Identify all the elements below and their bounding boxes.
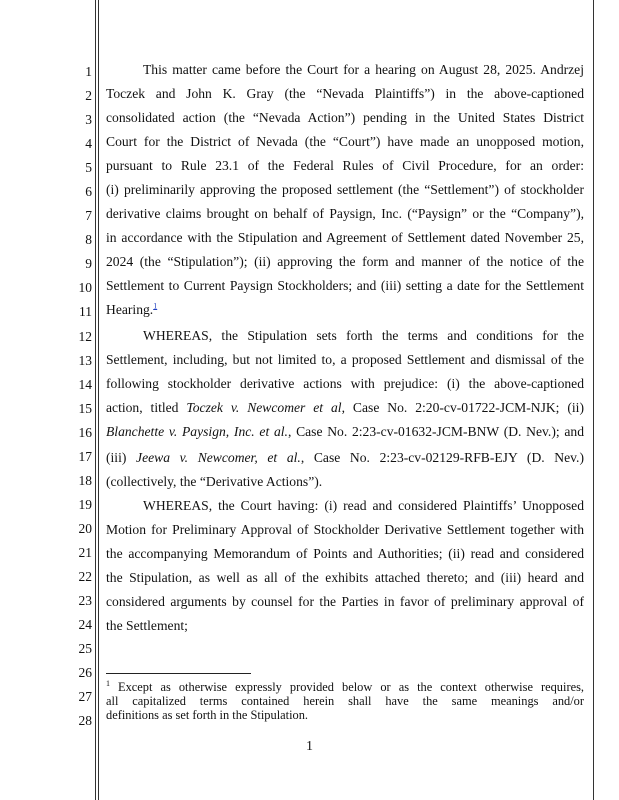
body-text-line — [106, 424, 584, 440]
body-text-line: (collectively, the “Derivative Actions”). — [106, 474, 323, 489]
line-number: 21 — [78, 545, 92, 560]
text-segment: (iii) — [106, 450, 137, 465]
footnote-line: definitions as set forth in the Stipulation. — [106, 708, 309, 722]
line-number: 27 — [78, 689, 92, 704]
page-number: 1 — [306, 739, 313, 754]
line-number: 23 — [78, 593, 92, 608]
case-name-italic: Toczek v. Newcomer et al — [186, 400, 342, 415]
line-number: 19 — [78, 497, 92, 512]
line-number: 17 — [78, 449, 92, 464]
body-text-line: considered arguments by counsel for the Parties in favor of preliminary approval of — [106, 594, 584, 609]
body-text-line: Settlement, including, but not limited to, a proposed Settlement and dismissal of the — [106, 352, 584, 367]
body-text-line: This matter came before the Court for a hearing on August 28, 2025. Andrzej — [143, 62, 584, 77]
footnote-text: Except as otherwise expressly provided below or as the context otherwise requires, — [110, 680, 584, 694]
body-text-line: the Settlement; — [106, 618, 188, 633]
body-text-line: consolidated action (the “Nevada Action”) pending in the United States District — [106, 110, 584, 125]
line-number: 9 — [85, 256, 92, 271]
body-text-line: in accordance with the Stipulation and Agreement of Settlement dated November 25, — [106, 230, 584, 245]
text-segment: , Case No. 2:23-cv-01632-JCM-BNW (D. Nev.); and — [287, 424, 584, 439]
right-margin-rule — [593, 0, 594, 800]
body-text-line: the accompanying Memorandum of Points and Authorities; (ii) read and considered — [106, 546, 584, 561]
left-margin-rule-inner — [98, 0, 99, 800]
line-number: 8 — [85, 232, 92, 247]
line-number: 6 — [85, 184, 92, 199]
text-segment: , Case No. 2:23-cv-02129-RFB-EJY (D. Nev.) — [300, 450, 584, 465]
line-number: 15 — [78, 401, 92, 416]
body-text-line: Motion for Preliminary Approval of Stockholder Derivative Settlement together with — [106, 522, 584, 537]
line-number: 24 — [78, 617, 92, 632]
line-number: 22 — [78, 569, 92, 584]
line-number: 12 — [78, 329, 92, 344]
hearing-text: Hearing. — [106, 302, 154, 317]
line-number: 13 — [78, 353, 92, 368]
footnote-reference-link[interactable]: 1 — [153, 301, 158, 311]
line-number: 11 — [79, 304, 92, 319]
body-text-line: WHEREAS, the Stipulation sets forth the terms and conditions for the — [143, 328, 584, 343]
line-number: 3 — [85, 112, 92, 127]
body-text-line: WHEREAS, the Court having: (i) read and considered Plaintiffs’ Unopposed — [143, 498, 584, 513]
body-text-line — [106, 400, 584, 416]
body-text-line — [106, 450, 584, 466]
body-text-line: following stockholder derivative actions with prejudice: (i) the above-captioned — [106, 376, 584, 391]
body-text-line: pursuant to Rule 23.1 of the Federal Rules of Civil Procedure, for an order: — [106, 158, 584, 173]
body-text-line: Toczek and John K. Gray (the “Nevada Plaintiffs”) in the above-captioned — [106, 86, 584, 101]
body-text-line: Court for the District of Nevada (the “Court”) have made an unopposed motion, — [106, 134, 584, 149]
line-number: 10 — [78, 280, 92, 295]
line-number: 14 — [78, 377, 92, 392]
line-number: 4 — [85, 136, 92, 151]
footnote-marker: 1 — [106, 678, 110, 688]
line-number: 5 — [85, 160, 92, 175]
left-margin-rule — [95, 0, 96, 800]
line-number: 7 — [85, 208, 92, 223]
line-number: 2 — [85, 88, 92, 103]
line-number: 1 — [85, 64, 92, 79]
footnote-separator — [106, 673, 251, 674]
body-text-line: the Stipulation, as well as all of the exhibits attached thereto; and (iii) heard and — [106, 570, 584, 585]
case-name-italic: Blanchette v. Paysign, Inc. et al. — [106, 424, 288, 439]
body-text-line: Settlement to Current Paysign Stockholders; and (iii) setting a date for the Settlement — [106, 278, 584, 293]
case-name-italic: Jeewa v. Newcomer, et al. — [136, 450, 301, 465]
body-text-line: (i) preliminarily approving the proposed settlement (the “Settlement”) of stockholder — [106, 182, 584, 197]
body-text-line — [106, 302, 584, 318]
line-number: 20 — [78, 521, 92, 536]
text-segment: action, titled — [106, 400, 187, 415]
line-number: 26 — [78, 665, 92, 680]
footnote-line: all capitalized terms contained herein shall have the same meanings and/or — [106, 694, 584, 708]
body-text-line: 2024 (the “Stipulation”); (ii) approving the form and manner of the notice of the — [106, 254, 584, 269]
body-text-line: derivative claims brought on behalf of Paysign, Inc. (“Paysign” or the “Company”), — [106, 206, 584, 221]
line-number: 28 — [78, 713, 92, 728]
line-number: 16 — [78, 425, 92, 440]
text-segment: , Case No. 2:20-cv-01722-JCM-NJK; (ii) — [341, 400, 584, 415]
footnote-line — [106, 680, 584, 694]
line-number: 18 — [78, 473, 92, 488]
line-number: 25 — [78, 641, 92, 656]
